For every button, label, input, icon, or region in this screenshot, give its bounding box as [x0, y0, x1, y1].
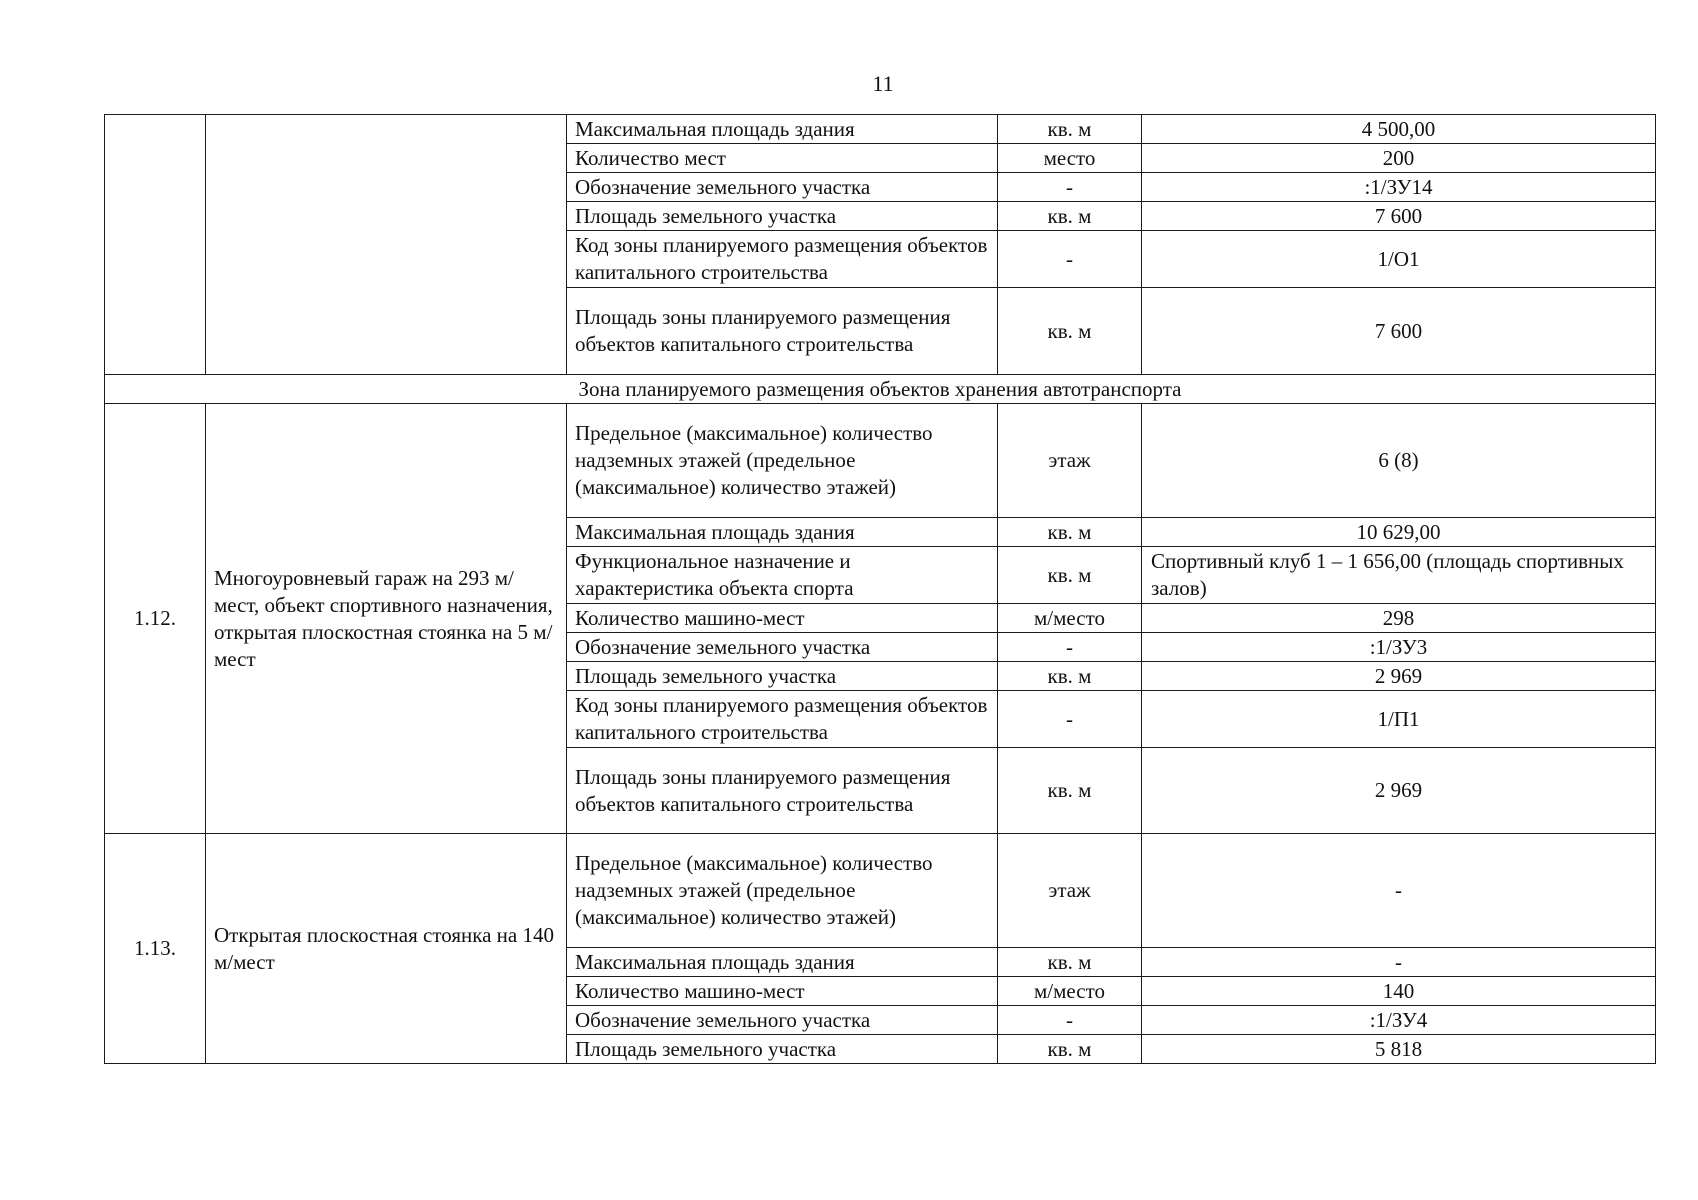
unit-cell: м/место: [998, 604, 1142, 633]
parameter-cell: Максимальная площадь здания: [567, 518, 998, 547]
number-cell: [105, 115, 206, 375]
parameter-cell: Площадь земельного участка: [567, 1035, 998, 1064]
value-cell: :1/ЗУ14: [1142, 173, 1656, 202]
table-row: [105, 115, 1656, 144]
value-cell: 7 600: [1142, 202, 1656, 231]
unit-cell: -: [998, 231, 1142, 288]
parameters-table: [104, 114, 1656, 1064]
parameter-cell: Площадь зоны планируемого размещения объектов капитального строительства: [567, 288, 998, 375]
unit-cell: -: [998, 173, 1142, 202]
value-cell: 1/П1: [1142, 691, 1656, 748]
parameter-cell: Код зоны планируемого размещения объектов капитального строительства: [567, 691, 998, 748]
unit-cell: кв. м: [998, 662, 1142, 691]
parameter-cell: Обозначение земельного участка: [567, 173, 998, 202]
parameter-cell: Максимальная площадь здания: [567, 115, 998, 144]
value-cell: 1/О1: [1142, 231, 1656, 288]
unit-cell: кв. м: [998, 115, 1142, 144]
parameter-cell: Количество машино-мест: [567, 977, 998, 1006]
unit-cell: место: [998, 144, 1142, 173]
zone-heading: Зона планируемого размещения объектов хранения автотранспорта: [105, 375, 1656, 404]
value-cell: 298: [1142, 604, 1656, 633]
zone-heading-row: [105, 375, 1656, 404]
value-cell: 6 (8): [1142, 404, 1656, 518]
table-row: [105, 404, 1656, 518]
unit-cell: кв. м: [998, 547, 1142, 604]
unit-cell: кв. м: [998, 748, 1142, 834]
table-row: [105, 834, 1656, 948]
parameter-cell: Предельное (максимальное) количество надземных этажей (предельное (максимальное) количество этажей): [567, 404, 998, 518]
unit-cell: этаж: [998, 834, 1142, 948]
unit-cell: кв. м: [998, 948, 1142, 977]
parameter-cell: Максимальная площадь здания: [567, 948, 998, 977]
unit-cell: кв. м: [998, 288, 1142, 375]
parameter-cell: Обозначение земельного участка: [567, 1006, 998, 1035]
value-cell: 200: [1142, 144, 1656, 173]
page-number: 11: [872, 71, 894, 96]
value-cell: :1/ЗУ3: [1142, 633, 1656, 662]
parameter-cell: Количество машино-мест: [567, 604, 998, 633]
object-name: Открытая плоскостная стоянка на 140 м/мест: [206, 834, 567, 1064]
unit-cell: -: [998, 691, 1142, 748]
object-number: 1.12.: [105, 404, 206, 834]
unit-cell: -: [998, 1006, 1142, 1035]
value-cell: 140: [1142, 977, 1656, 1006]
parameter-cell: Обозначение земельного участка: [567, 633, 998, 662]
unit-cell: кв. м: [998, 202, 1142, 231]
unit-cell: м/место: [998, 977, 1142, 1006]
value-cell: 5 818: [1142, 1035, 1656, 1064]
parameter-cell: Код зоны планируемого размещения объектов капитального строительства: [567, 231, 998, 288]
parameter-cell: Предельное (максимальное) количество надземных этажей (предельное (максимальное) количество этажей): [567, 834, 998, 948]
parameter-cell: Площадь земельного участка: [567, 662, 998, 691]
parameter-cell: Площадь зоны планируемого размещения объектов капитального строительства: [567, 748, 998, 834]
value-cell: -: [1142, 948, 1656, 977]
object-name-cell: [206, 115, 567, 375]
value-cell: 7 600: [1142, 288, 1656, 375]
value-cell: 10 629,00: [1142, 518, 1656, 547]
value-cell: Спортивный клуб 1 – 1 656,00 (площадь спортивных залов): [1142, 547, 1656, 604]
parameter-cell: Функциональное назначение и характеристика объекта спорта: [567, 547, 998, 604]
object-number: 1.13.: [105, 834, 206, 1064]
value-cell: -: [1142, 834, 1656, 948]
value-cell: 4 500,00: [1142, 115, 1656, 144]
parameter-cell: Количество мест: [567, 144, 998, 173]
value-cell: 2 969: [1142, 662, 1656, 691]
object-name: Многоуровневый гараж на 293 м/мест, объект спортивного назначения, открытая плоскостная стоянка на 5 м/мест: [206, 404, 567, 834]
unit-cell: кв. м: [998, 518, 1142, 547]
value-cell: :1/ЗУ4: [1142, 1006, 1656, 1035]
unit-cell: -: [998, 633, 1142, 662]
unit-cell: этаж: [998, 404, 1142, 518]
parameter-cell: Площадь земельного участка: [567, 202, 998, 231]
unit-cell: кв. м: [998, 1035, 1142, 1064]
value-cell: 2 969: [1142, 748, 1656, 834]
